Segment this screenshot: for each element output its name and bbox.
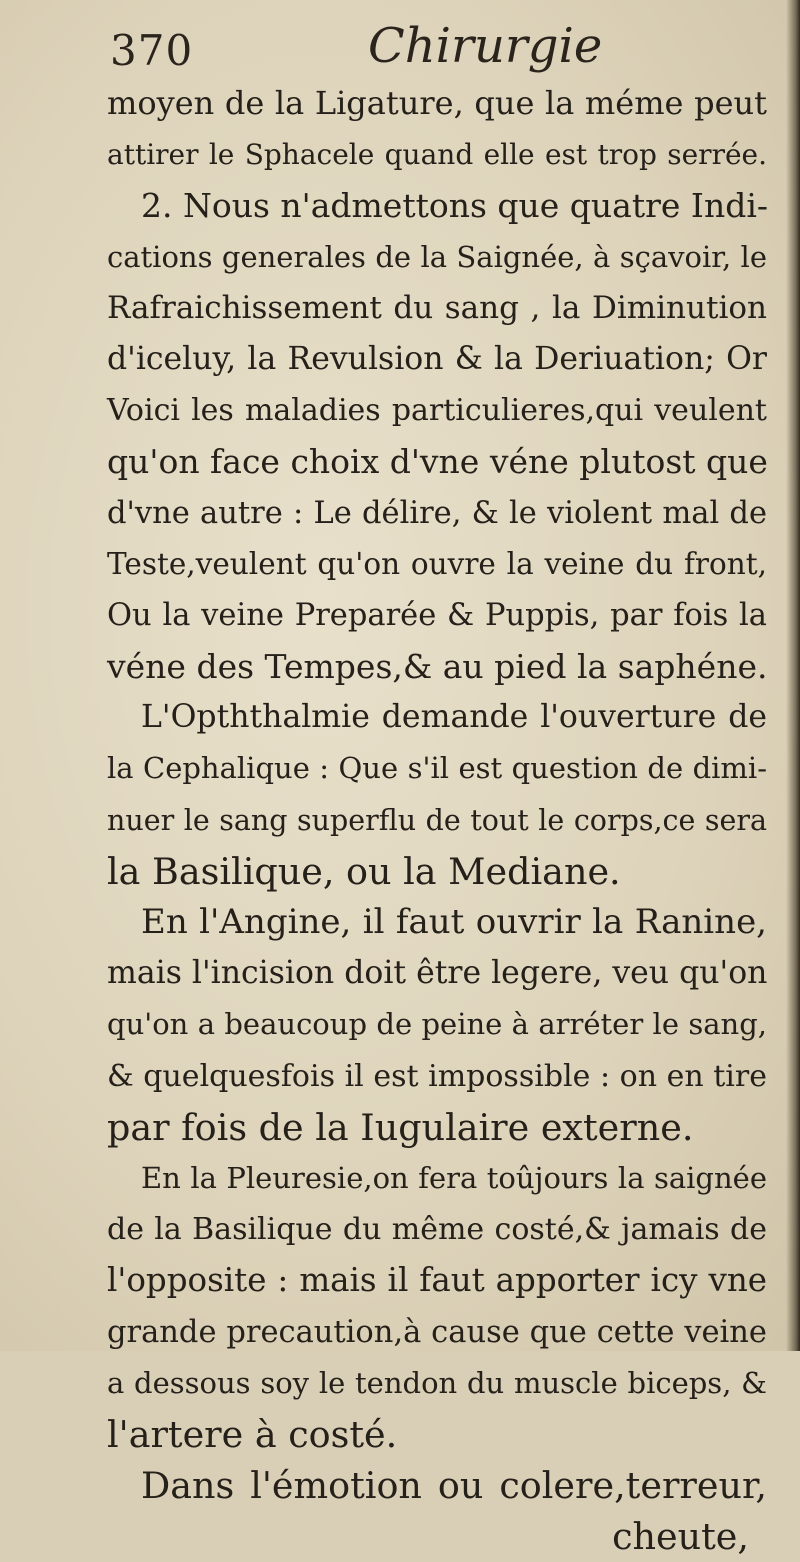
catchword: cheute, [612,1515,749,1559]
body-text [107,78,767,1562]
text-line: mais l'incision doit être legere, veu qu'on [107,955,768,992]
text-line: qu'on face choix d'vne véne plutost que [107,442,768,482]
text-line: d'iceluy, la Revulsion & la Deriuation; Or [107,340,767,377]
text-line: l'artere à costé. [107,1412,398,1456]
text-line: d'vne autre : Le délire, & le violent mal de [107,495,767,531]
running-head: Chirurgie [368,18,603,74]
text-line: de la Basilique du même costé,& jamais de [107,1212,767,1248]
text-line: la Cephalique : Que s'il est question de dimi- [107,751,767,786]
text-line: cations generales de la Saignée, à sçavoir, le [107,239,767,274]
text-line: nuer le sang superflu de tout le corps,ce sera [107,803,767,837]
text-line: Dans l'émotion ou colere,terreur, [141,1464,767,1508]
text-line: l'opposite : mais il faut apporter icy vne [107,1261,767,1300]
text-line: a dessous soy le tendon du muscle biceps, & [107,1365,767,1400]
page-edge-shadow [786,0,800,1351]
text-line: véne des Tempes,& au pied la saphéne. [107,647,768,687]
page-number: 370 [110,26,194,75]
text-line: par fois de la Iugulaire externe. [107,1105,694,1149]
text-line: moyen de la Ligature, que la méme peut [107,84,767,122]
text-line: L'Opththalmie demande l'ouverture de [141,699,767,736]
text-line: qu'on a beaucoup de peine à arréter le sang, [107,1007,767,1042]
text-line: Voici les maladies particulieres,qui veulent [107,393,767,429]
text-line: attirer le Sphacele quand elle est trop serrée. [107,138,767,172]
text-line: 2. Nous n'admettons que quatre Indi- [141,186,769,226]
text-line: En l'Angine, il faut ouvrir la Ranine, [141,902,767,942]
page-header [0,18,800,80]
text-line: Rafraichissement du sang , la Diminution [107,289,767,326]
text-line: & quelquesfois il est impossible : on en tire [107,1058,767,1094]
text-line: la Basilique, ou la Mediane. [107,849,621,893]
text-line: grande precaution,à cause que cette veine [107,1314,767,1350]
text-line: En la Pleuresie,on fera toûjours la saignée [141,1160,767,1195]
text-line: Ou la veine Preparée & Puppis, par fois la [107,597,767,633]
text-line: Teste,veulent qu'on ouvre la veine du front, [107,546,767,581]
